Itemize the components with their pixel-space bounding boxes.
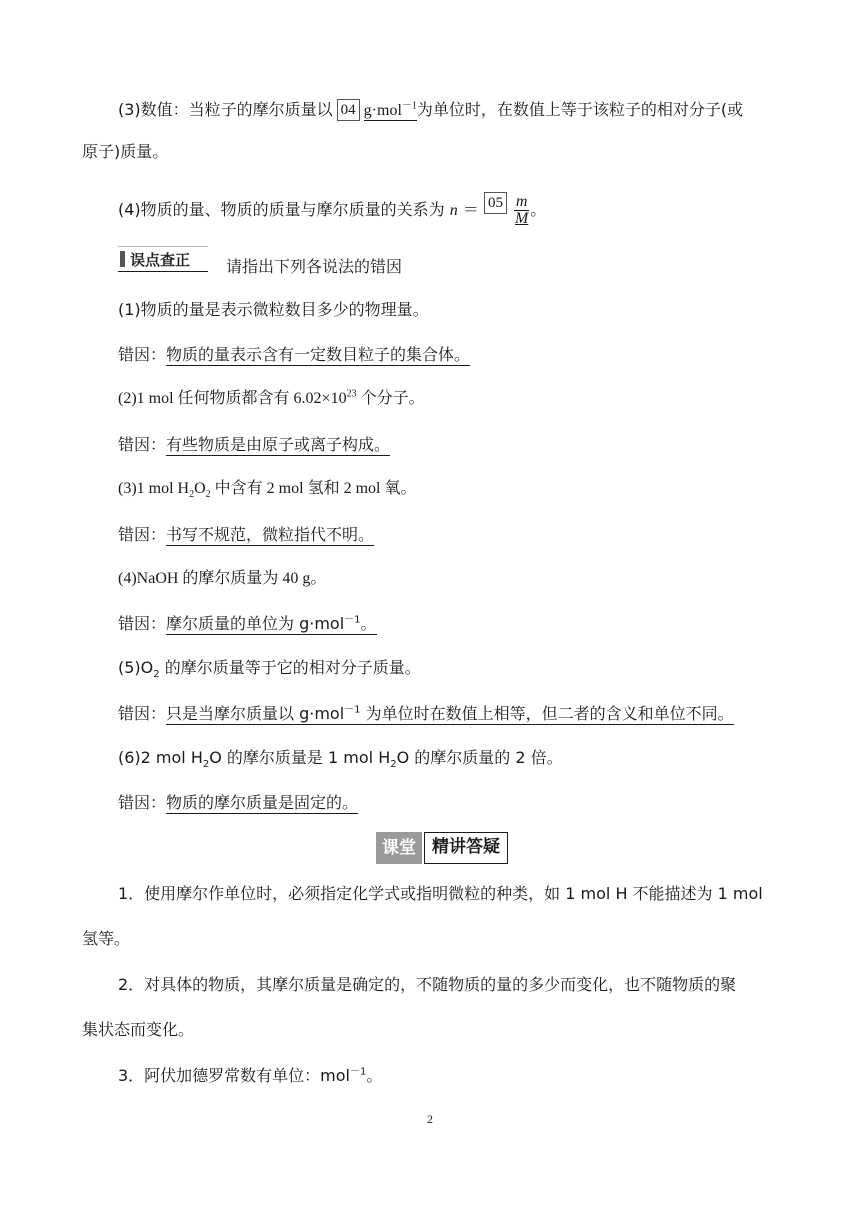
section-banner <box>376 832 508 864</box>
question-6: (6)2 mol $H_2O$ 的摩尔质量是 1 mol $H_2O$ 的摩尔质量的 2 倍。 <box>118 748 563 771</box>
answer-1: 错因：物质的量表示含有一定数目粒子的集合体。 <box>118 345 471 364</box>
answer-3: 错因：书写不规范，微粒指代不明。 <box>118 525 375 544</box>
question-2: (2)1 mol 任何物质都含有 $6.02\times 10^{23}$ 个分子。 <box>118 388 425 407</box>
banner-left: 课堂 <box>376 832 422 864</box>
answer-5: 错因：只是当摩尔质量以 g·mol$^{-1}$ 为单位时在数值上相等，但二者的含义和单位不同。 <box>118 704 734 723</box>
note-3: 3．阿伏加德罗常数有单位：mol$^{-1}$。 <box>118 1066 383 1085</box>
note-1-line1: 1．使用摩尔作单位时，必须指定化学式或指明微粒的种类，如 1 mol H 不能描述为 1 mol <box>118 884 763 903</box>
note-1-line2: 氢等。 <box>82 929 131 948</box>
answer-4: 错因：摩尔质量的单位为 g·mol$^{-1}$。 <box>118 614 377 633</box>
note-2-line1: 2．对具体的物质，其摩尔质量是确定的，不随物质的量的多少而变化，也不随物质的聚 <box>118 975 737 994</box>
item4-text-a: (4)物质的量、物质的质量与摩尔质量的关系为 <box>118 200 445 219</box>
banner-right: 精讲答疑 <box>424 832 508 864</box>
item4-eq: ＝ <box>462 200 479 219</box>
item3-unit: g·mol$^{-1}$ <box>363 100 417 119</box>
question-1: (1)物质的量是表示微粒数目多少的物理量。 <box>118 300 429 319</box>
item4-line: (4)物质的量、物质的质量与摩尔质量的关系为 n ＝ 05 $\frac{m}{M}$ 。 <box>118 193 547 227</box>
item3-text-b: 为单位时，在数值上等于该粒子的相对分子(或 <box>416 100 744 119</box>
answer-6: 错因：物质的摩尔质量是固定的。 <box>118 793 359 812</box>
item3-text-c: 原子)质量。 <box>82 142 169 161</box>
error-check-instruction: 请指出下列各说法的错因 <box>226 257 403 276</box>
question-5: $(5)O_2$ 的摩尔质量等于它的相对分子质量。 <box>118 658 421 681</box>
answer-box-04: 04 <box>337 99 360 121</box>
tag-bar-icon <box>120 251 125 267</box>
item3-line1 <box>118 99 743 122</box>
answer-box-05: 05 <box>484 192 507 214</box>
item3-text-a: (3)数值：当粒子的摩尔质量以 <box>118 100 333 119</box>
answer-2: 错因：有些物质是由原子或离子构成。 <box>118 435 391 454</box>
item4-n: n <box>449 202 458 219</box>
note-2-line2: 集状态而变化。 <box>82 1020 195 1039</box>
page-number: 2 <box>427 1112 433 1126</box>
question-4: (4)NaOH 的摩尔质量为 40 g。 <box>118 570 327 587</box>
question-3: (3)1 mol $H_2O_2$ 中含有 2 mol 氢和 2 mol 氧。 <box>118 480 417 501</box>
fraction-m-over-M: $\frac{m}{M}$ <box>514 193 529 227</box>
item3-line2 <box>82 141 168 163</box>
error-check-tag: 误点查正 <box>118 246 208 272</box>
